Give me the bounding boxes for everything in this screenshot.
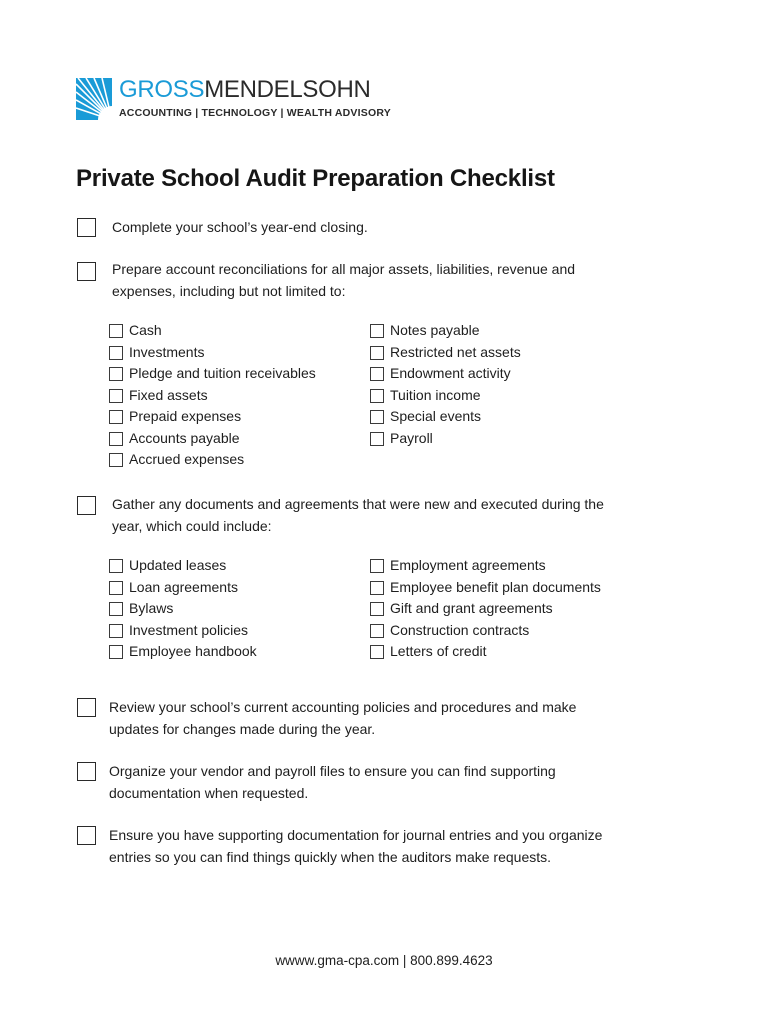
sunburst-logo-icon xyxy=(76,78,112,120)
list-item-label: Accounts payable xyxy=(129,429,240,446)
list-item xyxy=(109,620,257,642)
checkbox[interactable] xyxy=(109,559,123,573)
list-item-label: Construction contracts xyxy=(390,621,530,638)
item-5-text: Organize your vendor and payroll files to ensure you can find supporting documentation when requested. xyxy=(109,763,556,801)
checkbox[interactable] xyxy=(109,410,123,424)
list-item xyxy=(370,620,601,642)
list-item xyxy=(109,363,316,385)
list-item xyxy=(370,363,521,385)
list-item-label: Bylaws xyxy=(129,600,174,616)
reconciliations-right-list xyxy=(370,320,521,449)
list-item-label: Investments xyxy=(129,343,205,360)
list-item-label: Employee handbook xyxy=(129,643,257,659)
checkbox[interactable] xyxy=(370,602,384,616)
checkbox-item-6[interactable] xyxy=(77,826,96,845)
list-item xyxy=(109,342,316,364)
list-item-label: Loan agreements xyxy=(129,578,238,595)
checkbox-item-2[interactable] xyxy=(77,262,96,281)
list-item-label: Investment policies xyxy=(129,621,249,638)
checkbox[interactable] xyxy=(109,453,123,467)
list-item-label: Special events xyxy=(390,408,482,424)
item-2-text: Prepare account reconciliations for all major assets, liabilities, revenue and expenses, including but not limited to: xyxy=(112,261,576,299)
checkbox-item-1[interactable] xyxy=(77,218,96,237)
list-item xyxy=(370,598,601,620)
list-item xyxy=(109,449,316,471)
checkbox[interactable] xyxy=(109,602,123,616)
list-item-label: Tuition income xyxy=(390,386,481,403)
list-item xyxy=(109,406,316,428)
brand-name-part2: MENDELSOHN xyxy=(204,76,371,103)
list-item-label: Prepaid expenses xyxy=(129,408,242,424)
checkbox[interactable] xyxy=(109,432,123,446)
list-item-label: Notes payable xyxy=(390,322,480,338)
checkbox[interactable] xyxy=(370,581,384,595)
list-item-label: Letters of credit xyxy=(390,643,487,659)
checkbox[interactable] xyxy=(109,581,123,595)
list-item-label: Payroll xyxy=(390,429,433,446)
list-item xyxy=(370,577,601,599)
checkbox[interactable] xyxy=(370,367,384,381)
list-item xyxy=(370,555,601,577)
list-item-label: Cash xyxy=(129,322,162,338)
item-4-text: Review your school’s current accounting policies and procedures and make updates for changes made during the year. xyxy=(109,699,577,737)
documents-left-list xyxy=(109,555,257,663)
checkbox[interactable] xyxy=(109,346,123,360)
list-item xyxy=(109,385,316,407)
footer-contact: wwww.gma-cpa.com | 800.899.4623 xyxy=(275,953,493,968)
list-item-label: Pledge and tuition receivables xyxy=(129,365,316,381)
checkbox[interactable] xyxy=(370,324,384,338)
checkbox-item-4[interactable] xyxy=(77,698,96,717)
page-title: Private School Audit Preparation Checklist xyxy=(76,165,555,192)
list-item xyxy=(109,320,316,342)
list-item xyxy=(109,641,257,663)
list-item-label: Updated leases xyxy=(129,557,227,573)
list-item xyxy=(109,577,257,599)
list-item-label: Restricted net assets xyxy=(390,343,521,360)
brand-name xyxy=(119,76,371,104)
list-item xyxy=(370,406,521,428)
checkbox[interactable] xyxy=(109,324,123,338)
checkbox[interactable] xyxy=(109,624,123,638)
checkbox[interactable] xyxy=(370,389,384,403)
checkbox-item-3[interactable] xyxy=(77,496,96,515)
list-item xyxy=(109,428,316,450)
item-6-text: Ensure you have supporting documentation for journal entries and you organize entries so you can find things quickly when the auditors make requests. xyxy=(109,827,603,865)
checkbox[interactable] xyxy=(109,389,123,403)
list-item xyxy=(370,320,521,342)
item-3-text: Gather any documents and agreements that were new and executed during the year, which could include: xyxy=(112,496,604,534)
checkbox[interactable] xyxy=(370,432,384,446)
documents-right-list xyxy=(370,555,601,663)
list-item-label: Employee benefit plan documents xyxy=(390,578,601,595)
list-item xyxy=(109,598,257,620)
brand-tagline: ACCOUNTING | TECHNOLOGY | WEALTH ADVISORY xyxy=(119,107,391,119)
list-item xyxy=(370,342,521,364)
checkbox[interactable] xyxy=(109,645,123,659)
checkbox[interactable] xyxy=(370,346,384,360)
reconciliations-left-list xyxy=(109,320,316,471)
checkbox[interactable] xyxy=(370,624,384,638)
checkbox[interactable] xyxy=(109,367,123,381)
checkbox[interactable] xyxy=(370,645,384,659)
list-item xyxy=(370,641,601,663)
checkbox[interactable] xyxy=(370,559,384,573)
brand-name-part1: GROSS xyxy=(119,76,205,103)
list-item-label: Gift and grant agreements xyxy=(390,600,553,616)
list-item xyxy=(370,385,521,407)
list-item-label: Fixed assets xyxy=(129,386,208,403)
list-item xyxy=(109,555,257,577)
list-item-label: Endowment activity xyxy=(390,365,511,381)
list-item-label: Accrued expenses xyxy=(129,451,245,467)
company-logo xyxy=(76,76,416,124)
list-item xyxy=(370,428,521,450)
item-1-text: Complete your school’s year-end closing. xyxy=(112,219,368,235)
list-item-label: Employment agreements xyxy=(390,557,546,573)
checkbox[interactable] xyxy=(370,410,384,424)
checkbox-item-5[interactable] xyxy=(77,762,96,781)
